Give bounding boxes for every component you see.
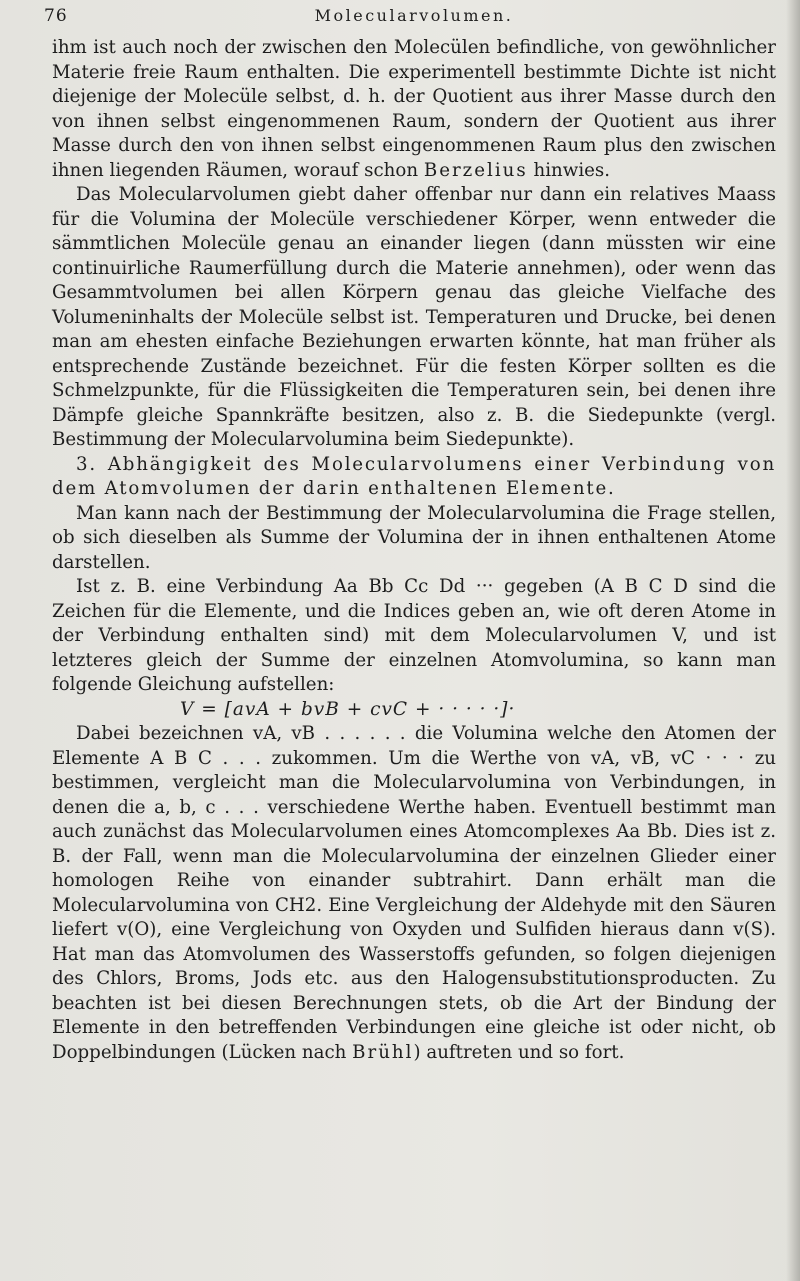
paragraph-1 bbox=[52, 36, 776, 183]
section-heading: 3. Abhängigkeit des Molecularvolumens einer Verbindung von dem Atomvolumen der darin enthaltenen Elemente. bbox=[52, 453, 776, 499]
page-edge-shadow bbox=[786, 0, 800, 1281]
author-name-berzelius: Berzelius bbox=[423, 159, 528, 181]
page-header bbox=[44, 6, 784, 36]
running-head: Molecularvolumen. bbox=[314, 6, 514, 25]
paragraph-2: Das Molecularvolumen giebt daher offenbar nur dann ein relatives Maass für die Volumina der Molecüle verschiedener Körper, wenn entweder die sämmtlichen Molecüle genau an einander liegen (dann müssten wir eine continuirliche Raumerfüllung durch die Materie annehmen), oder wenn das Gesammtvolumen bei allen Körpern genau das gleiche Vielfache des Volumeninhalts der Molecüle selbst ist. Temperaturen und Drucke, bei denen man am ehesten einfache Beziehungen erwarten könnte, hat man früher als entsprechende Zustände bezeichnet. Für die festen Körper sollten es die Schmelzpunkte, für die Flüssigkeiten die Temperaturen sein, bei denen ihre Dämpfe gleiche Spannkräfte besitzen, also z. B. die Siedepunkte (vergl. Bestimmung der Molecularvolumina beim Siedepunkte). bbox=[52, 184, 776, 450]
equation: V = [avA + bvB + cvC + · · · · ·]· bbox=[180, 698, 516, 720]
paragraph-1-end: hinwies. bbox=[533, 159, 611, 181]
author-name-bruehl: Brühl bbox=[352, 1041, 414, 1063]
paragraph-5 bbox=[52, 722, 776, 1065]
page-body bbox=[52, 36, 776, 1065]
paragraph-5-text: Dabei bezeichnen vA, vB . . . . . . die Volumina welche den Atomen der Elemente A B C . . . zukommen. Um die Werthe von vA, vB, vC · · · zu bestimmen, vergleicht man die Molecularvolumina von Verbindungen, in denen die a, b, c . . . verschiedene Werthe haben. Eventuell bestimmt man auch zunächst das Molecularvolumen eines Atomcomplexes Aa Bb. Dies ist z. B. der Fall, wenn man die Molecularvolumina der einzelnen Glieder einer homologen Reihe von einander subtrahirt. Dann erhält man die Molecularvolumina von CH2. Eine Vergleichung der Aldehyde mit den Säuren liefert v(O), eine Vergleichung von Oxyden und Sulfiden hieraus dann v(S). Hat man das Atomvolumen des Wasserstoffs gefunden, so folgen diejenigen des Chlors, Broms, Jods etc. aus den Halogensubstitutionsproducten. Zu beachten ist bei diesen Berechnungen stets, ob die Art der Bindung der Elemente in den betreffenden Verbindungen eine gleiche ist oder nicht, ob Doppelbindungen (Lücken nach bbox=[52, 723, 776, 1063]
paragraph-4: Ist z. B. eine Verbindung Aa Bb Cc Dd ··· gegeben (A B C D sind die Zeichen für die Elemente, und die Indices geben an, wie oft deren Atome in der Verbindung enthalten sind) mit dem Molecularvolumen V, und ist letzteres gleich der Summe der einzelnen Atomvolumina, so kann man folgende Gleichung aufstellen: bbox=[52, 576, 776, 695]
paragraph-3: Man kann nach der Bestimmung der Molecularvolumina die Frage stellen, ob sich dieselben als Summe der Volumina der in ihnen enthaltenen Atome darstellen. bbox=[52, 502, 776, 573]
paragraph-1-text: ihm ist auch noch der zwischen den Molecülen befindliche, von gewöhnlicher Materie freie Raum enthalten. Die experimentell bestimmte Dichte ist nicht diejenige der Molecüle selbst, d. h. der Quotient aus ihrer Masse durch den von ihnen selbst eingenommenen Raum, sondern der Quotient aus ihrer Masse durch den von ihnen selbst eingenommenen Raum plus den zwischen ihnen liegenden Räumen, worauf schon bbox=[52, 37, 776, 181]
page-number: 76 bbox=[44, 6, 68, 26]
paragraph-5-end: ) auftreten und so fort. bbox=[413, 1041, 625, 1063]
